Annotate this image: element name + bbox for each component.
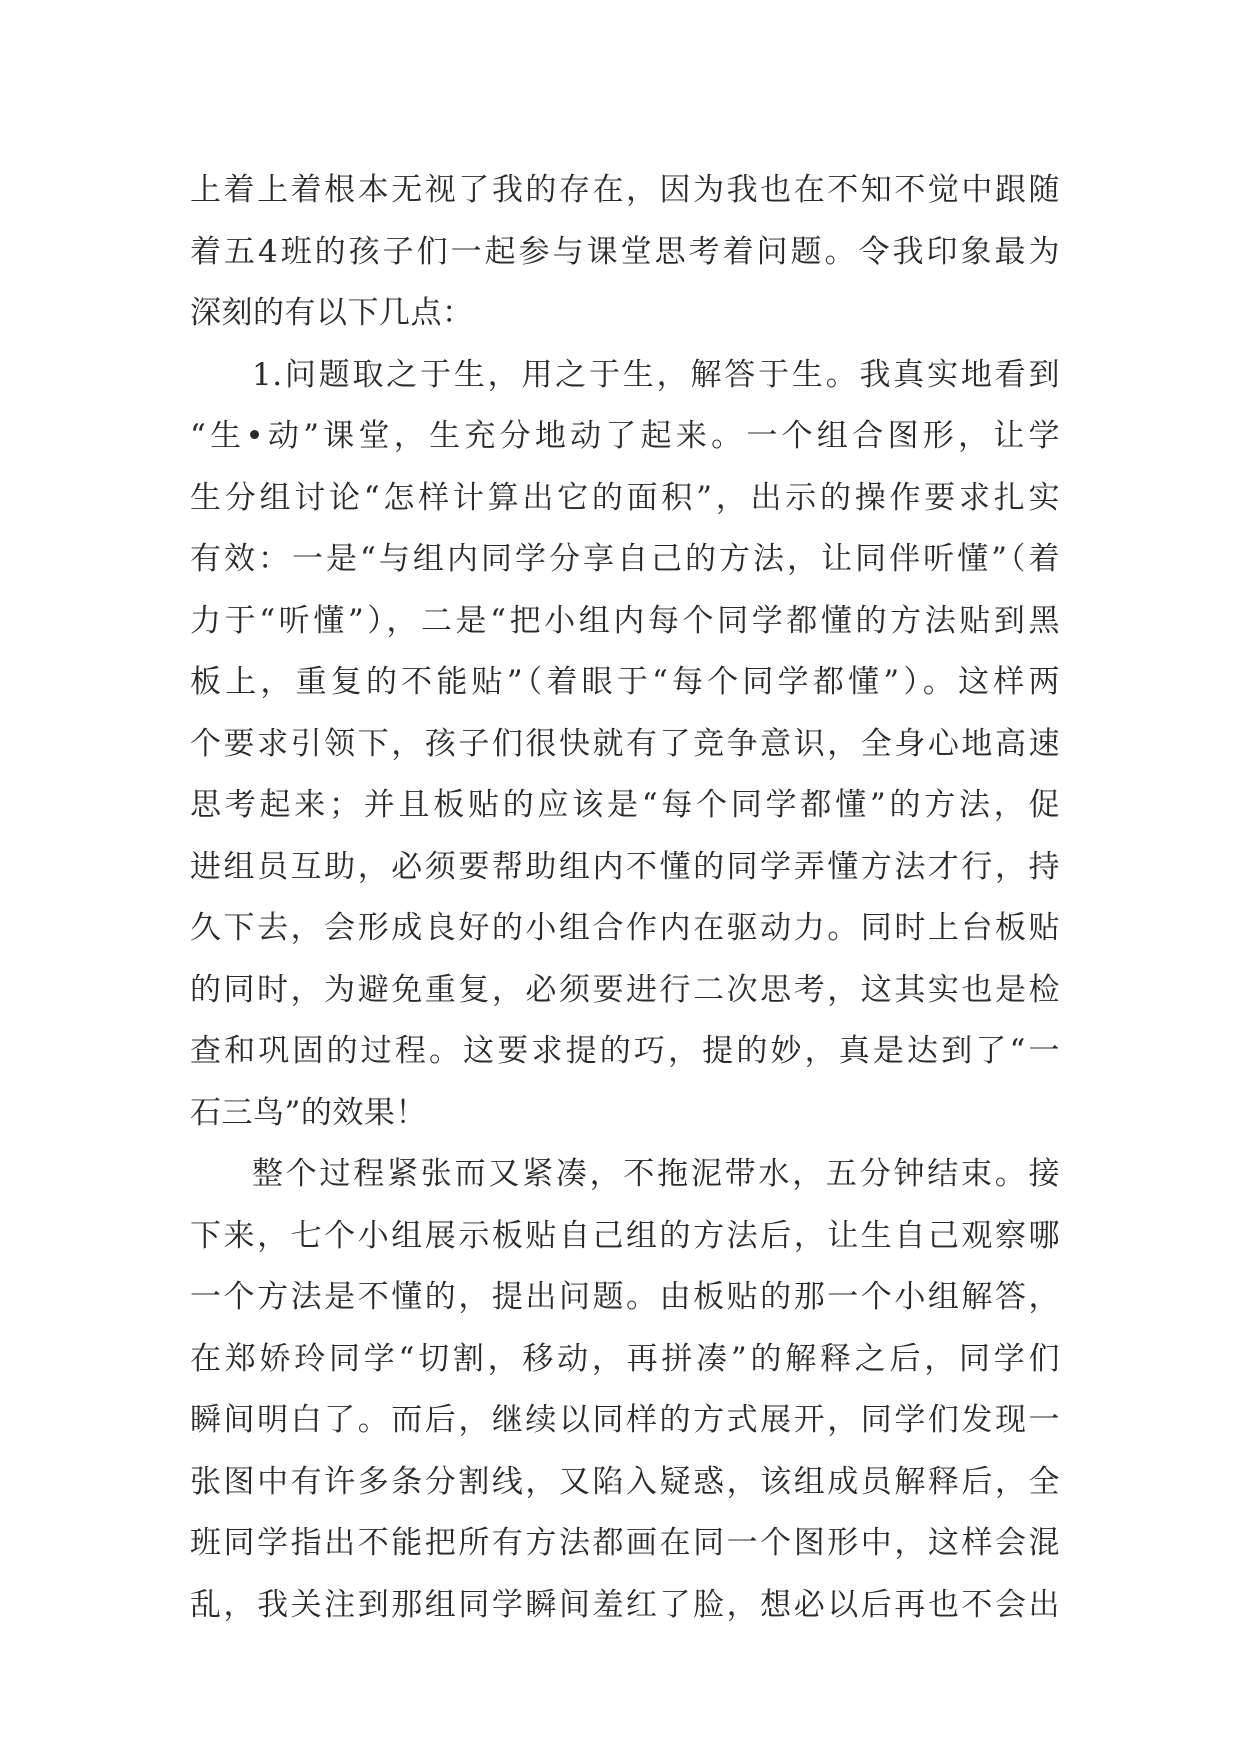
text-line: 有效：一是“与组内同学分享自己的方法，让同伴听懂”（着	[190, 541, 1060, 577]
text-line: 查和巩固的过程。这要求提的巧，提的妙，真是达到了“一	[190, 1033, 1060, 1069]
text-line: 着五4班的孩子们一起参与课堂思考着问题。令我印象最为	[190, 233, 1060, 270]
text-line: 板上，重复的不能贴”（着眼于“每个同学都懂”）。这样两	[190, 664, 1060, 700]
text-line: 在郑娇玲同学“切割，移动，再拼凑”的解释之后，同学们	[190, 1340, 1060, 1377]
text-line: 下来，七个小组展示板贴自己组的方法后，让生自己观察哪	[190, 1217, 1060, 1254]
text-line: 深刻的有以下几点：	[190, 295, 474, 331]
text-line: 久下去，会形成良好的小组合作内在驱动力。同时上台板贴	[190, 910, 1060, 946]
text-line: “生•动”课堂，生充分地动了起来。一个组合图形，让学	[190, 418, 1060, 454]
text-line: 进组员互助，必须要帮助组内不懂的同学弄懂方法才行，持	[190, 848, 1060, 885]
text-line: 思考起来；并且板贴的应该是“每个同学都懂”的方法，促	[190, 787, 1060, 823]
text-line: 整个过程紧张而又紧凑，不拖泥带水，五分钟结束。接	[252, 1156, 1060, 1192]
document-page	[190, 160, 1060, 1636]
text-line: 生分组讨论“怎样计算出它的面积”，出示的操作要求扎实	[190, 479, 1060, 516]
text-line: 石三鸟”的效果！	[190, 1094, 427, 1131]
text-line: 的同时，为避免重复，必须要进行二次思考，这其实也是检	[190, 971, 1060, 1008]
text-line: 班同学指出不能把所有方法都画在同一个图形中，这样会混	[190, 1525, 1060, 1561]
text-line: 1.问题取之于生，用之于生，解答于生。我真实地看到	[252, 356, 1060, 393]
text-line: 力于“听懂”），二是“把小组内每个同学都懂的方法贴到黑	[190, 602, 1060, 639]
text-line: 乱，我关注到那组同学瞬间羞红了脸，想必以后再也不会出	[190, 1586, 1060, 1623]
text-line: 个要求引领下，孩子们很快就有了竞争意识，全身心地高速	[190, 725, 1060, 762]
text-line: 瞬间明白了。而后，继续以同样的方式展开，同学们发现一	[190, 1402, 1060, 1438]
text-line: 上着上着根本无视了我的存在，因为我也在不知不觉中跟随	[190, 172, 1060, 208]
text-line: 一个方法是不懂的，提出问题。由板贴的那一个小组解答，	[190, 1279, 1060, 1315]
text-line: 张图中有许多条分割线，又陷入疑惑，该组成员解释后，全	[190, 1463, 1060, 1500]
